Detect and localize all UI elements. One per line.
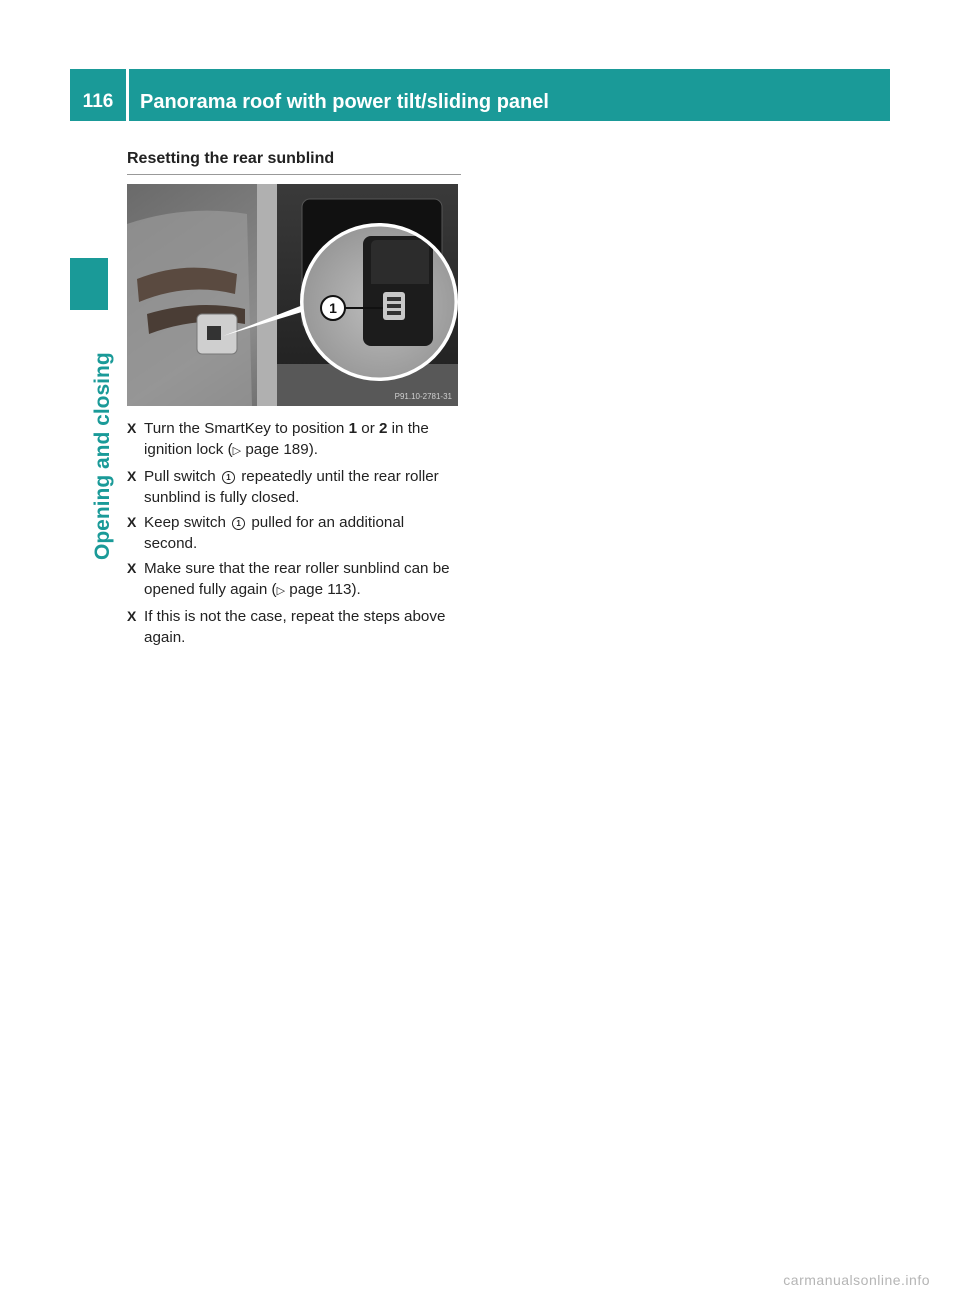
step-marker: X [127,468,137,484]
step-marker: X [127,608,137,624]
instruction-steps [127,418,461,648]
list-item [127,558,461,602]
list-item [127,606,461,648]
position-2-label: 2 [378,420,388,437]
content-column [127,150,461,652]
list-item [127,466,461,508]
site-watermark: carmanualsonline.info [783,1272,930,1288]
step-text: Turn the SmartKey to position [144,420,349,437]
image-code: P91.10-2781-31 [394,392,452,401]
page-reference-link[interactable]: page 189 [245,441,309,458]
section-title: Resetting the rear sunblind [127,150,461,175]
step-marker: X [127,420,137,436]
step-text: Pull switch [144,468,220,485]
step-text: ). [351,581,361,598]
rear-door-switch-photo [127,184,458,406]
page-number: 116 [82,91,114,112]
page-reference-arrow-icon: ▷ [276,585,286,597]
list-item [127,512,461,554]
page-reference-arrow-icon: ▷ [232,445,242,457]
step-marker: X [127,560,137,576]
step-text: If this is not the case, repeat the steps above again. [144,608,446,646]
step-text: ). [308,441,318,458]
page-title: Panorama roof with power tilt/sliding panel [140,91,549,113]
step-text: Keep switch [144,514,231,531]
position-1-label: 1 [348,420,358,437]
callout-1-icon: 1 [222,471,235,484]
chapter-tab-marker [70,258,108,310]
list-item [127,418,461,462]
step-text: pulled for an additional second. [144,514,405,552]
step-text: repeatedly until the rear roller sunblind is fully closed. [144,468,439,506]
step-text: in the ignition lock ( [144,420,429,458]
step-text: Make sure that the rear roller sunblind can be opened fully again ( [144,560,450,598]
header-divider [126,69,129,121]
chapter-tab-label: Opening and closing [91,352,114,560]
step-marker: X [127,514,137,530]
callout-1-label: 1 [329,300,337,316]
step-text: or [357,420,379,437]
page-reference-link[interactable]: page 113 [289,581,352,598]
callout-1-icon: 1 [232,517,245,530]
